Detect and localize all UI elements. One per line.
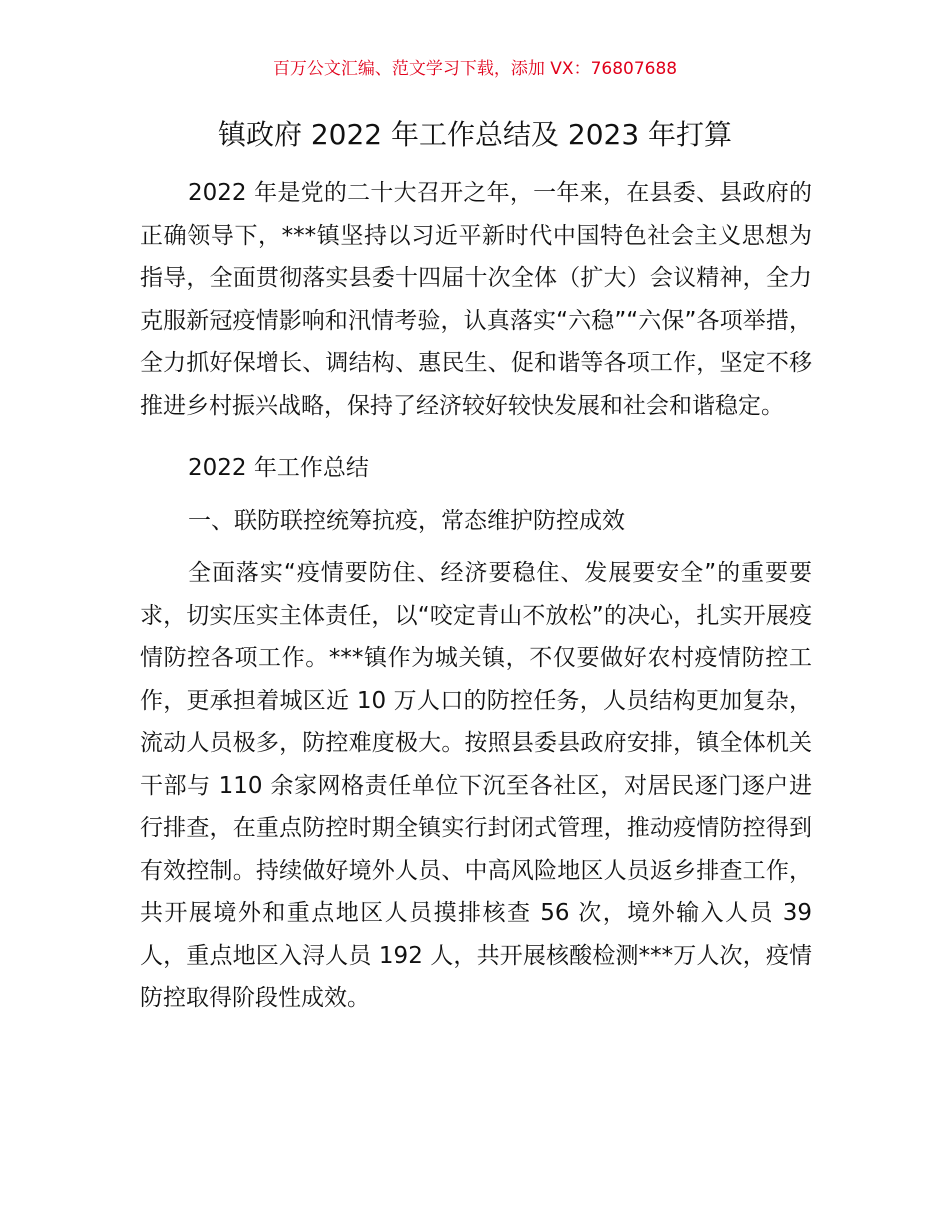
document-body: [140, 172, 812, 1020]
header-note: 百万公文汇编、范文学习下载，添加 VX：76807688: [272, 59, 678, 79]
section-title: 2022 年工作总结: [188, 455, 369, 481]
body-paragraph: 全面落实“疫情要防住、经济要稳住、发展要安全”的重要要求，切实压实主体责任，以“咬定青山不放松”的决心，扎实开展疫情防控各项工作。***镇作为城关镇，不仅要做好农村疫情防控工作，更承担着城区近 10 万人口的防控任务，人员结构更加复杂，流动人员极多，防控难度极大。按照县委县政府安排，镇全体机关干部与 110 余家网格责任单位下沉至各社区，对居民逐门逐户进行排查，在重点防控时期全镇实行封闭式管理，推动疫情防控得到有效控制。持续做好境外人员、中高风险地区人员返乡排查工作，共开展境外和重点地区人员摸排核查 56 次，境外输入人员 39 人，重点地区入浔人员 192 人，共开展核酸检测***万人次，疫情防控取得阶段性成效。: [140, 560, 812, 1011]
intro-paragraph: 2022 年是党的二十大召开之年，一年来，在县委、县政府的正确领导下，***镇坚持以习近平新时代中国特色社会主义思想为指导，全面贯彻落实县委十四届十次全体（扩大）会议精神，全力克服新冠疫情影响和汛情考验，认真落实“六稳”“六保”各项举措，全力抓好保增长、调结构、惠民生、促和谐等各项工作，坚定不移推进乡村振兴战略，保持了经济较好较快发展和社会和谐稳定。: [140, 180, 812, 419]
document-title: 镇政府 2022 年工作总结及 2023 年打算: [217, 118, 733, 151]
subsection-title: 一、联防联控统筹抗疫，常态维护防控成效: [188, 507, 625, 534]
